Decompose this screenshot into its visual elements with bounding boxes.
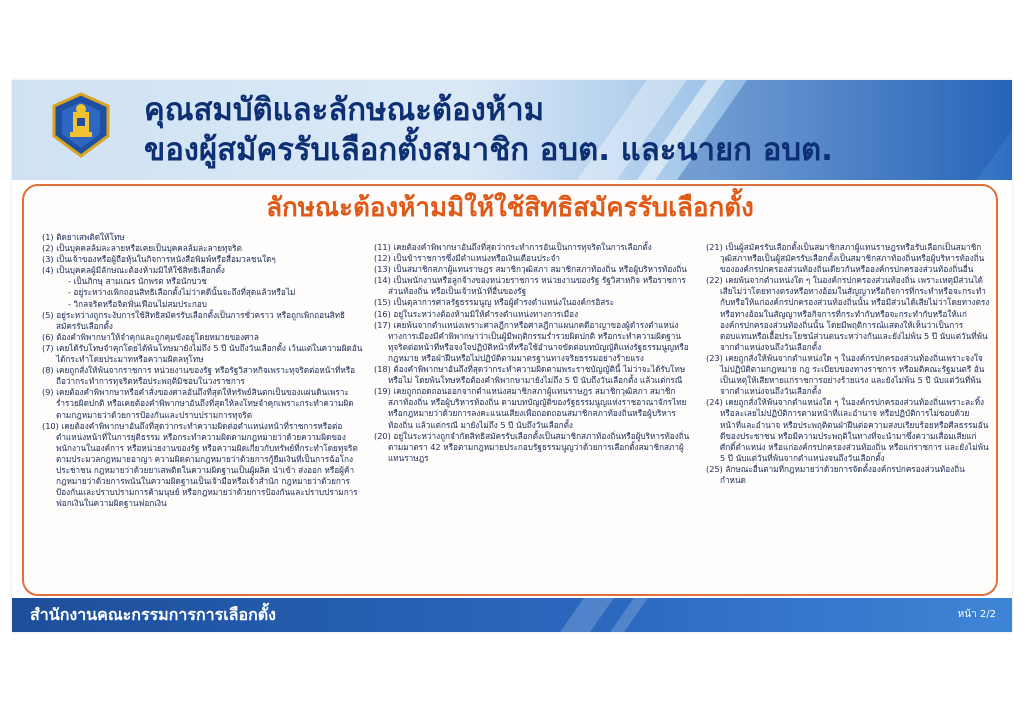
list-item: (14) เป็นพนักงานหรือลูกจ้างของหน่วยราชการ หน่วยงานของรัฐ รัฐวิสาหกิจ หรือราชการส่วนท้องถิ่น หรือเป็นเจ้าหน้าที่อื่นของรัฐ xyxy=(374,275,686,297)
page-number: หน้า 2/2 xyxy=(957,609,996,620)
list-item: (1) ติดยาเสพติดให้โทษ xyxy=(42,232,125,242)
column-1 xyxy=(42,232,364,509)
list-item: (19) เคยถูกถอดถอนออกจากตำแหน่งสมาชิกสภาผู้แทนราษฎร สมาชิกวุฒิสภา สมาชิกสภาท้องถิ่น หรือผู้บริหารท้องถิ่น ตามบทบัญญัติของรัฐธรรมนูญแห่งราชอาณาจักรไทย หรือกฎหมายว่าด้วยการลงคะแนนเสียงเพื่อถอดถอนสมาชิกสภาท้องถิ่นหรือผู้บริหารท้องถิ่น แล้วแต่กรณี มายังไม่ถึง 5 ปี นับถึงวันเลือกตั้ง xyxy=(374,386,687,430)
list-item: (24) เคยถูกสั่งให้พ้นจากตำแหน่งใด ๆ ในองค์กรปกครองส่วนท้องถิ่นเพราะละทิ้งหรือละเลยไม่ปฏิบัติการตามหน้าที่และอำนาจ หรือปฏิบัติการไม่ชอบด้วยหน้าที่และอำนาจ หรือประพฤติตนฝ่าฝืนต่อความสงบเรียบร้อยหรือศีลธรรมอันดีของประชาชน หรือมีความประพฤติในทางที่จะนำมาซึ่งความเสื่อมเสียแก่ศักดิ์ตำแหน่ง หรือแก่องค์กรปกครองส่วนท้องถิ่น หรือแก่ราชการ และยังไม่พ้น 5 ปี นับแต่วันที่พ้นจากตำแหน่งจนถึงวันเลือกตั้ง xyxy=(706,397,989,463)
ect-logo-icon xyxy=(46,92,116,164)
list-subitem: - วิกลจริตหรือจิตฟั่นเฟือนไม่สมประกอบ xyxy=(68,298,207,309)
column-2 xyxy=(374,242,690,464)
list-item: (10) เคยต้องคำพิพากษาอันถึงที่สุดว่ากระทำความผิดต่อตำแหน่งหน้าที่ราชการหรือต่อตำแหน่งหน้าที่ในการยุติธรรม หรือกระทำความผิดตามกฎหมายว่าด้วยความผิดของพนักงานในองค์การ หรือหน่วยงานของรัฐ หรือความผิดเกี่ยวกับทรัพย์ที่กระทำโดยทุจริตตามประมวลกฎหมายอาญา ความผิดตามกฎหมายว่าด้วยการกู้ยืมเงินที่เป็นการฉ้อโกงประชาชน กฎหมายว่าด้วยยาเสพติดในความผิดฐานเป็นผู้ผลิต นำเข้า ส่งออก หรือผู้ค้า กฎหมายว่าด้วยการพนันในความผิดฐานเป็นเจ้ามือหรือเจ้าสำนัก กฎหมายว่าด้วยการป้องกันและปราบปรามการค้ามนุษย์ หรือกฎหมายว่าด้วยการป้องกันและปราบปรามการฟอกเงินในความผิดฐานฟอกเงิน xyxy=(42,420,358,509)
list-item: (12) เป็นข้าราชการซึ่งมีตำแหน่งหรือเงินเดือนประจำ xyxy=(374,253,560,264)
footer-stripe xyxy=(560,598,614,632)
list-item: (3) เป็นเจ้าของหรือผู้ถือหุ้นในกิจการหนังสือพิมพ์หรือสื่อมวลชนใดๆ xyxy=(42,254,276,265)
list-item: (6) ต้องคำพิพากษาให้จำคุกและถูกคุมขังอยู่โดยหมายของศาล xyxy=(42,331,259,342)
header-banner xyxy=(12,80,1012,180)
footer-bar xyxy=(12,598,1012,632)
list-item: (21) เป็นผู้สมัครรับเลือกตั้งเป็นสมาชิกสภาผู้แทนราษฎรหรือรับเลือกเป็นสมาชิกวุฒิสภาหรือเป็นผู้สมัครรับเลือกตั้งเป็นสมาชิกสภาท้องถิ่นหรือผู้บริหารท้องถิ่นขององค์กรปกครองส่วนท้องถิ่นเดียวกันหรือองค์กรปกครองส่วนท้องถิ่นอื่น xyxy=(706,242,985,275)
list-item: (2) เป็นบุคคลล้มละลายหรือเคยเป็นบุคคลล้มละลายทุจริต xyxy=(42,243,242,254)
list-item: (11) เคยต้องคำพิพากษาอันถึงที่สุดว่ากระทำการอันเป็นการทุจริตในการเลือกตั้ง xyxy=(374,242,652,252)
list-subitem: - อยู่ระหว่างเพิกถอนสิทธิเลือกตั้งไม่ว่าคดีนั้นจะถึงที่สุดแล้วหรือไม่ xyxy=(68,287,296,298)
list-item: (18) ต้องคำพิพากษาอันถึงที่สุดว่ากระทำความผิดตามพระราชบัญญัตินี้ ไม่ว่าจะได้รับโทษหรือไม่ โดยพ้นโทษหรือต้องคำพิพากษามายังไม่ถึง 5 ปี นับถึงวันเลือกตั้ง แล้วแต่กรณี xyxy=(374,364,686,386)
list-item: (17) เคยพ้นจากตำแหน่งเพราะศาลฎีกาหรือศาลฎีกาแผนกคดีอาญาของผู้ดำรงตำแหน่งทางการเมืองมีคำพิพากษาว่าเป็นผู้มีพฤติกรรมร่ำรวยผิดปกติ หรือกระทำความผิดฐานทุจริตต่อหน้าที่หรือจงใจปฏิบัติหน้าที่หรือใช้อำนาจขัดต่อบทบัญญัติแห่งรัฐธรรมนูญหรือกฎหมาย หรือฝ่าฝืนหรือไม่ปฏิบัติตามมาตรฐานทางจริยธรรมอย่างร้ายแรง xyxy=(374,319,689,363)
list-item: (20) อยู่ในระหว่างถูกจำกัดสิทธิสมัครรับเลือกตั้งเป็นสมาชิกสภาท้องถิ่นหรือผู้บริหารท้องถิ่น ตามมาตรา 42 หรือตามกฎหมายประกอบรัฐธรรมนูญว่าด้วยการเลือกตั้งสมาชิกสภาผู้แทนราษฎร xyxy=(374,430,690,463)
section-subtitle: ลักษณะต้องห้ามมิให้ใช้สิทธิสมัครรับเลือกตั้ง xyxy=(266,193,754,223)
list-subitem: - เป็นภิกษุ สามเณร นักพรต หรือนักบวช xyxy=(68,276,207,287)
list-item: (4) เป็นบุคคลผู้มีลักษณะต้องห้ามมิให้ใช้สิทธิเลือกตั้ง xyxy=(42,265,225,276)
footer-org-name: สำนักงานคณะกรรมการการเลือกตั้ง xyxy=(30,605,276,624)
poster xyxy=(12,80,1012,632)
page-title-line2: ของผู้สมัครรับเลือกตั้งสมาชิก อบต. และนายก อบต. xyxy=(144,132,833,168)
column-3 xyxy=(706,242,990,486)
list-item: (5) อยู่ระหว่างถูกระงับการใช้สิทธิสมัครรับเลือกตั้งเป็นการชั่วคราว หรือถูกเพิกถอนสิทธิสมัครรับเลือกตั้ง xyxy=(42,309,345,331)
list-item: (25) ลักษณะอื่นตามที่กฎหมายว่าด้วยการจัดตั้งองค์กรปกครองส่วนท้องถิ่นกำหนด xyxy=(706,463,965,485)
content-panel xyxy=(22,184,998,596)
list-item: (15) เป็นตุลาการศาลรัฐธรรมนูญ หรือผู้ดำรงตำแหน่งในองค์กรอิสระ xyxy=(374,297,615,308)
list-item: (9) เคยต้องคำพิพากษาหรือคำสั่งของศาลอันถึงที่สุดให้ทรัพย์สินตกเป็นของแผ่นดินเพราะร่ำรวยผิดปกติ หรือเคยต้องคำพิพากษาอันถึงที่สุดให้ลงโทษจำคุกเพราะกระทำความผิดตามกฎหมายว่าด้วยการป้องกันและปราบปรามการทุจริต xyxy=(42,387,354,420)
list-item: (8) เคยถูกสั่งให้พ้นจากราชการ หน่วยงานของรัฐ หรือรัฐวิสาหกิจเพราะทุจริตต่อหน้าที่หรือถือว่ากระทำการทุจริตหรือประพฤติมิชอบในวงราชการ xyxy=(42,365,356,387)
list-item: (16) อยู่ในระหว่างต้องห้ามมิให้ดำรงตำแหน่งทางการเมือง xyxy=(374,308,579,319)
footer-stripe xyxy=(610,598,648,632)
list-item: (22) เคยพ้นจากตำแหน่งใด ๆ ในองค์กรปกครองส่วนท้องถิ่น เพราะเหตุมีส่วนได้เสียไม่ว่าโดยทางตรงหรือทางอ้อมในสัญญาหรือกิจการที่กระทำหรือจะกระทำกับหรือให้แก่องค์กรปกครองส่วนท้องถิ่นนั้น หรือมีส่วนได้เสียไม่ว่าโดยทางตรงหรือทางอ้อมในสัญญาหรือกิจการที่กระทำกับหรือจะกระทำกับหรือให้แก่องค์กรปกครองส่วนท้องถิ่นนั้น โดยมีพฤติการณ์แสดงให้เห็นว่าเป็นการตอบแทนหรือเอื้อประโยชน์ส่วนตนระหว่างกันและยังไม่พ้น 5 ปี นับแต่วันที่พ้นจากตำแหน่งจนถึงวันเลือกตั้ง xyxy=(706,275,990,352)
list-item: (7) เคยได้รับโทษจำคุกโดยได้พ้นโทษมายังไม่ถึง 5 ปี นับถึงวันเลือกตั้ง เว้นแต่ในความผิดอันได้กระทำโดยประมาทหรือความผิดลหุโทษ xyxy=(42,342,363,365)
list-item: (13) เป็นสมาชิกสภาผู้แทนราษฎร สมาชิกวุฒิสภา สมาชิกสภาท้องถิ่น หรือผู้บริหารท้องถิ่น xyxy=(374,264,687,275)
page-title-line1: คุณสมบัติและลักษณะต้องห้าม xyxy=(144,92,545,128)
list-item: (23) เคยถูกสั่งให้พ้นจากตำแหน่งใด ๆ ในองค์กรปกครองส่วนท้องถิ่นเพราะจงใจไม่ปฏิบัติตามกฎหมาย กฎ ระเบียบของทางราชการ หรือมติคณะรัฐมนตรี อันเป็นเหตุให้เสียหายแก่ราชการอย่างร้ายแรง และยังไม่พ้น 5 ปี นับแต่วันที่พ้นจากตำแหน่งจนถึงวันเลือกตั้ง xyxy=(706,352,985,397)
